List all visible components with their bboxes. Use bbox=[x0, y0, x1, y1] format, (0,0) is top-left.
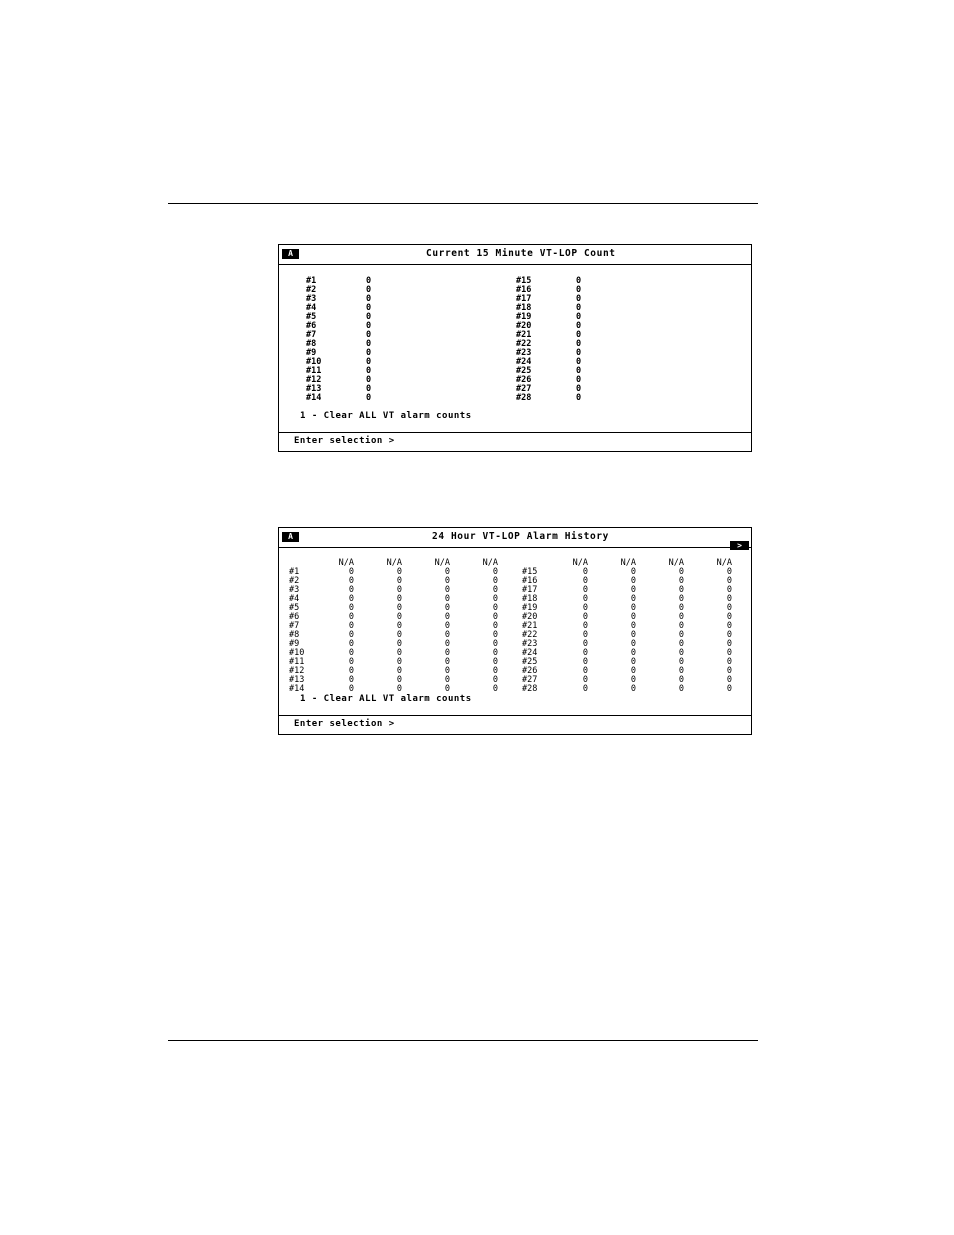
channel-label: #27 bbox=[516, 384, 532, 394]
alarm-count: 0 bbox=[678, 567, 684, 577]
channel-count: 0 bbox=[576, 348, 582, 358]
alarm-count: 0 bbox=[348, 621, 354, 631]
channel-label: #9 bbox=[306, 348, 317, 358]
channel-count: 0 bbox=[366, 348, 372, 358]
alarm-count: 0 bbox=[348, 630, 354, 640]
alarm-count: 0 bbox=[582, 657, 588, 667]
alarm-count: 0 bbox=[726, 576, 732, 586]
alarm-count: 0 bbox=[396, 603, 402, 613]
alarm-count: 0 bbox=[678, 603, 684, 613]
enter-selection-prompt[interactable]: Enter selection > bbox=[294, 436, 395, 446]
alarm-count: 0 bbox=[444, 567, 450, 577]
alarm-count: 0 bbox=[582, 630, 588, 640]
alarm-count: 0 bbox=[678, 639, 684, 649]
alarm-count: 0 bbox=[444, 675, 450, 685]
column-header: N/A bbox=[572, 558, 588, 568]
channel-label: #3 bbox=[306, 294, 317, 304]
alarm-count: 0 bbox=[444, 603, 450, 613]
screen-tag: A bbox=[282, 249, 299, 259]
channel-count: 0 bbox=[576, 384, 582, 394]
channel-label: #2 bbox=[306, 285, 317, 295]
channel-label: #9 bbox=[289, 639, 300, 649]
alarm-count: 0 bbox=[582, 567, 588, 577]
channel-label: #17 bbox=[522, 585, 538, 595]
channel-label: #14 bbox=[306, 393, 322, 403]
alarm-count: 0 bbox=[678, 612, 684, 622]
channel-label: #28 bbox=[522, 684, 538, 694]
channel-label: #8 bbox=[306, 339, 317, 349]
channel-label: #19 bbox=[516, 312, 532, 322]
clear-vt-alarm-counts-option[interactable]: 1 - Clear ALL VT alarm counts bbox=[300, 694, 472, 704]
alarm-count: 0 bbox=[396, 612, 402, 622]
channel-label: #7 bbox=[306, 330, 317, 340]
alarm-count: 0 bbox=[678, 585, 684, 595]
channel-count: 0 bbox=[576, 312, 582, 322]
alarm-count: 0 bbox=[582, 594, 588, 604]
alarm-count: 0 bbox=[726, 612, 732, 622]
alarm-count: 0 bbox=[348, 639, 354, 649]
alarm-count: 0 bbox=[492, 585, 498, 595]
channel-label: #13 bbox=[289, 675, 305, 685]
alarm-count: 0 bbox=[678, 594, 684, 604]
alarm-count: 0 bbox=[396, 675, 402, 685]
next-page-arrow-icon[interactable]: > bbox=[730, 541, 749, 550]
alarm-count: 0 bbox=[348, 612, 354, 622]
channel-count: 0 bbox=[366, 294, 372, 304]
alarm-count: 0 bbox=[582, 639, 588, 649]
channel-label: #26 bbox=[516, 375, 532, 385]
enter-selection-prompt[interactable]: Enter selection > bbox=[294, 719, 395, 729]
channel-label: #3 bbox=[289, 585, 300, 595]
channel-label: #6 bbox=[289, 612, 300, 622]
alarm-count: 0 bbox=[348, 603, 354, 613]
screen-title: Current 15 Minute VT-LOP Count bbox=[426, 248, 616, 259]
channel-label: #2 bbox=[289, 576, 300, 586]
alarm-count: 0 bbox=[726, 675, 732, 685]
alarm-count: 0 bbox=[492, 657, 498, 667]
alarm-count: 0 bbox=[630, 666, 636, 676]
channel-label: #1 bbox=[306, 276, 317, 286]
page-header-rule bbox=[168, 203, 758, 204]
alarm-count: 0 bbox=[726, 639, 732, 649]
alarm-count: 0 bbox=[444, 594, 450, 604]
alarm-count: 0 bbox=[396, 630, 402, 640]
alarm-count: 0 bbox=[492, 576, 498, 586]
alarm-count: 0 bbox=[444, 639, 450, 649]
alarm-count: 0 bbox=[348, 576, 354, 586]
channel-label: #12 bbox=[306, 375, 322, 385]
alarm-count: 0 bbox=[492, 567, 498, 577]
alarm-count: 0 bbox=[630, 639, 636, 649]
channel-label: #6 bbox=[306, 321, 317, 331]
alarm-count: 0 bbox=[396, 639, 402, 649]
alarm-count: 0 bbox=[444, 612, 450, 622]
channel-label: #11 bbox=[289, 657, 305, 667]
alarm-count: 0 bbox=[444, 585, 450, 595]
channel-label: #5 bbox=[289, 603, 300, 613]
alarm-count: 0 bbox=[492, 639, 498, 649]
channel-count: 0 bbox=[366, 330, 372, 340]
channel-label: #12 bbox=[289, 666, 305, 676]
vt-lop-24hr-history-screen bbox=[278, 527, 752, 735]
alarm-count: 0 bbox=[630, 675, 636, 685]
alarm-count: 0 bbox=[678, 684, 684, 694]
clear-vt-alarm-counts-option[interactable]: 1 - Clear ALL VT alarm counts bbox=[300, 411, 472, 421]
channel-label: #20 bbox=[522, 612, 538, 622]
channel-label: #14 bbox=[289, 684, 305, 694]
alarm-count: 0 bbox=[678, 675, 684, 685]
alarm-count: 0 bbox=[348, 684, 354, 694]
alarm-count: 0 bbox=[444, 666, 450, 676]
channel-count: 0 bbox=[366, 393, 372, 403]
channel-count: 0 bbox=[366, 312, 372, 322]
alarm-count: 0 bbox=[678, 666, 684, 676]
alarm-count: 0 bbox=[582, 612, 588, 622]
channel-count: 0 bbox=[366, 375, 372, 385]
alarm-count: 0 bbox=[726, 630, 732, 640]
alarm-count: 0 bbox=[348, 657, 354, 667]
channel-label: #19 bbox=[522, 603, 538, 613]
alarm-count: 0 bbox=[492, 612, 498, 622]
alarm-count: 0 bbox=[396, 576, 402, 586]
alarm-count: 0 bbox=[630, 567, 636, 577]
channel-count: 0 bbox=[576, 393, 582, 403]
alarm-count: 0 bbox=[726, 585, 732, 595]
channel-count: 0 bbox=[576, 357, 582, 367]
alarm-count: 0 bbox=[396, 594, 402, 604]
channel-label: #22 bbox=[516, 339, 532, 349]
alarm-count: 0 bbox=[678, 576, 684, 586]
channel-label: #21 bbox=[522, 621, 538, 631]
channel-count: 0 bbox=[576, 294, 582, 304]
channel-label: #23 bbox=[522, 639, 538, 649]
alarm-count: 0 bbox=[630, 594, 636, 604]
alarm-count: 0 bbox=[396, 657, 402, 667]
alarm-count: 0 bbox=[396, 621, 402, 631]
channel-label: #21 bbox=[516, 330, 532, 340]
alarm-count: 0 bbox=[492, 603, 498, 613]
alarm-count: 0 bbox=[348, 585, 354, 595]
channel-label: #16 bbox=[516, 285, 532, 295]
vt-lop-15min-screen bbox=[278, 244, 752, 452]
alarm-count: 0 bbox=[396, 684, 402, 694]
alarm-count: 0 bbox=[492, 630, 498, 640]
alarm-count: 0 bbox=[678, 648, 684, 658]
alarm-count: 0 bbox=[492, 684, 498, 694]
alarm-count: 0 bbox=[582, 684, 588, 694]
screen-tag: A bbox=[282, 532, 299, 542]
channel-label: #4 bbox=[306, 303, 317, 313]
title-bar bbox=[279, 245, 751, 265]
channel-count: 0 bbox=[366, 303, 372, 313]
alarm-count: 0 bbox=[396, 666, 402, 676]
alarm-count: 0 bbox=[630, 657, 636, 667]
channel-label: #17 bbox=[516, 294, 532, 304]
alarm-count: 0 bbox=[630, 630, 636, 640]
channel-count: 0 bbox=[576, 339, 582, 349]
channel-label: #27 bbox=[522, 675, 538, 685]
channel-label: #20 bbox=[516, 321, 532, 331]
alarm-count: 0 bbox=[492, 675, 498, 685]
channel-label: #5 bbox=[306, 312, 317, 322]
alarm-count: 0 bbox=[630, 648, 636, 658]
alarm-count: 0 bbox=[726, 648, 732, 658]
alarm-count: 0 bbox=[348, 666, 354, 676]
alarm-count: 0 bbox=[582, 585, 588, 595]
alarm-count: 0 bbox=[630, 576, 636, 586]
channel-label: #28 bbox=[516, 393, 532, 403]
prompt-bar bbox=[279, 715, 751, 734]
alarm-count: 0 bbox=[726, 603, 732, 613]
channel-count: 0 bbox=[576, 375, 582, 385]
alarm-count: 0 bbox=[348, 648, 354, 658]
channel-label: #16 bbox=[522, 576, 538, 586]
alarm-count: 0 bbox=[582, 666, 588, 676]
prompt-bar bbox=[279, 432, 751, 451]
alarm-count: 0 bbox=[396, 567, 402, 577]
alarm-count: 0 bbox=[582, 648, 588, 658]
alarm-count: 0 bbox=[444, 621, 450, 631]
alarm-count: 0 bbox=[630, 621, 636, 631]
alarm-count: 0 bbox=[492, 648, 498, 658]
channel-label: #1 bbox=[289, 567, 300, 577]
channel-label: #8 bbox=[289, 630, 300, 640]
alarm-count: 0 bbox=[726, 594, 732, 604]
channel-label: #18 bbox=[522, 594, 538, 604]
column-header: N/A bbox=[338, 558, 354, 568]
channel-label: #26 bbox=[522, 666, 538, 676]
channel-count: 0 bbox=[366, 285, 372, 295]
channel-count: 0 bbox=[576, 276, 582, 286]
column-header: N/A bbox=[620, 558, 636, 568]
screen-title: 24 Hour VT-LOP Alarm History bbox=[432, 531, 609, 542]
alarm-count: 0 bbox=[726, 666, 732, 676]
column-header: N/A bbox=[386, 558, 402, 568]
channel-count: 0 bbox=[366, 276, 372, 286]
column-header: N/A bbox=[668, 558, 684, 568]
alarm-count: 0 bbox=[582, 576, 588, 586]
alarm-count: 0 bbox=[444, 657, 450, 667]
channel-label: #10 bbox=[289, 648, 305, 658]
channel-label: #15 bbox=[516, 276, 532, 286]
channel-count: 0 bbox=[366, 357, 372, 367]
title-bar bbox=[279, 528, 751, 548]
alarm-count: 0 bbox=[630, 612, 636, 622]
alarm-count: 0 bbox=[630, 603, 636, 613]
alarm-count: 0 bbox=[726, 621, 732, 631]
alarm-count: 0 bbox=[726, 657, 732, 667]
alarm-count: 0 bbox=[444, 576, 450, 586]
alarm-count: 0 bbox=[492, 621, 498, 631]
channel-label: #18 bbox=[516, 303, 532, 313]
channel-count: 0 bbox=[366, 366, 372, 376]
channel-label: #15 bbox=[522, 567, 538, 577]
alarm-count: 0 bbox=[444, 648, 450, 658]
column-header: N/A bbox=[716, 558, 732, 568]
channel-label: #22 bbox=[522, 630, 538, 640]
channel-label: #24 bbox=[516, 357, 532, 367]
alarm-count: 0 bbox=[678, 621, 684, 631]
channel-label: #25 bbox=[522, 657, 538, 667]
channel-label: #4 bbox=[289, 594, 300, 604]
alarm-count: 0 bbox=[492, 666, 498, 676]
alarm-count: 0 bbox=[444, 630, 450, 640]
page-footer-rule bbox=[168, 1040, 758, 1041]
column-header: N/A bbox=[434, 558, 450, 568]
channel-label: #25 bbox=[516, 366, 532, 376]
channel-label: #23 bbox=[516, 348, 532, 358]
alarm-count: 0 bbox=[582, 621, 588, 631]
alarm-count: 0 bbox=[582, 603, 588, 613]
column-header: N/A bbox=[482, 558, 498, 568]
channel-count: 0 bbox=[576, 303, 582, 313]
channel-count: 0 bbox=[366, 321, 372, 331]
alarm-count: 0 bbox=[726, 684, 732, 694]
alarm-count: 0 bbox=[726, 567, 732, 577]
channel-label: #13 bbox=[306, 384, 322, 394]
alarm-count: 0 bbox=[396, 648, 402, 658]
channel-count: 0 bbox=[366, 339, 372, 349]
channel-count: 0 bbox=[576, 321, 582, 331]
channel-count: 0 bbox=[576, 366, 582, 376]
alarm-count: 0 bbox=[582, 675, 588, 685]
channel-count: 0 bbox=[576, 330, 582, 340]
alarm-count: 0 bbox=[348, 594, 354, 604]
alarm-count: 0 bbox=[348, 567, 354, 577]
alarm-count: 0 bbox=[492, 594, 498, 604]
alarm-count: 0 bbox=[348, 675, 354, 685]
alarm-count: 0 bbox=[396, 585, 402, 595]
channel-label: #7 bbox=[289, 621, 300, 631]
alarm-count: 0 bbox=[630, 684, 636, 694]
channel-count: 0 bbox=[576, 285, 582, 295]
alarm-count: 0 bbox=[678, 630, 684, 640]
channel-label: #24 bbox=[522, 648, 538, 658]
alarm-count: 0 bbox=[678, 657, 684, 667]
alarm-count: 0 bbox=[630, 585, 636, 595]
alarm-count: 0 bbox=[444, 684, 450, 694]
channel-count: 0 bbox=[366, 384, 372, 394]
channel-label: #10 bbox=[306, 357, 322, 367]
channel-label: #11 bbox=[306, 366, 322, 376]
